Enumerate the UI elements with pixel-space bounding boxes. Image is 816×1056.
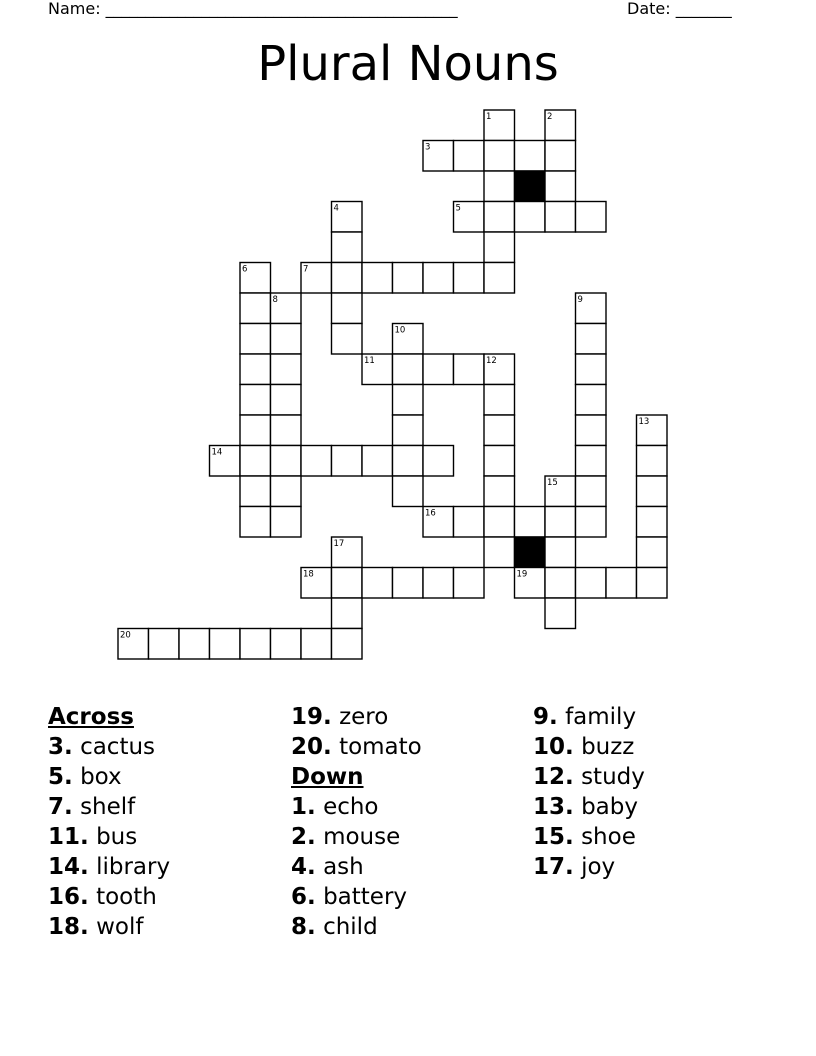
crossword-cell[interactable] [454, 202, 485, 233]
crossword-cell[interactable] [637, 507, 668, 538]
crossword-cell[interactable] [332, 263, 363, 294]
clue-text: buzz [581, 734, 635, 760]
clue-number: 11. [48, 824, 89, 850]
name-field[interactable]: Name: ____________________________________________ [48, 0, 458, 18]
down-clue [291, 882, 531, 912]
crossword-cell[interactable] [210, 446, 241, 477]
crossword-cell[interactable] [545, 598, 576, 629]
clue-text: tomato [339, 734, 422, 760]
crossword-cell[interactable] [606, 568, 637, 599]
cell-number: 16 [425, 508, 436, 519]
cell-number: 3 [425, 142, 431, 153]
crossword-cell[interactable] [240, 263, 271, 294]
cell-number: 6 [242, 264, 248, 275]
clue-number: 10. [533, 734, 574, 760]
cell-number: 18 [303, 569, 314, 580]
crossword-cell[interactable] [362, 354, 393, 385]
crossword-cell[interactable] [423, 141, 454, 172]
crossword-cell[interactable] [271, 476, 302, 507]
crossword-cell[interactable] [240, 476, 271, 507]
clue-number: 18. [48, 914, 89, 940]
clue-text: box [80, 764, 122, 790]
cell-number: 2 [547, 112, 553, 122]
crossword-cell[interactable] [301, 263, 332, 294]
clue-text: battery [323, 884, 408, 910]
crossword-cell[interactable] [484, 110, 515, 141]
clue-number: 13. [533, 794, 574, 820]
crossword-cell[interactable] [637, 537, 668, 568]
crossword-cell[interactable] [576, 476, 607, 507]
down-clue [533, 702, 773, 732]
crossword-cell[interactable] [545, 171, 576, 202]
down-clue [291, 822, 531, 852]
crossword-cell[interactable] [240, 446, 271, 477]
clue-column-2 [291, 702, 531, 942]
down-clue [291, 852, 531, 882]
crossword-cell[interactable] [210, 629, 241, 660]
crossword-cell[interactable] [454, 507, 485, 538]
crossword-cell[interactable] [515, 202, 546, 233]
crossword-cell[interactable] [484, 354, 515, 385]
crossword-cell[interactable] [271, 446, 302, 477]
crossword-cell[interactable] [545, 141, 576, 172]
crossword-cell[interactable] [423, 507, 454, 538]
crossword-cell[interactable] [393, 415, 424, 446]
crossword-cell[interactable] [240, 629, 271, 660]
crossword-cell[interactable] [484, 476, 515, 507]
crossword-cell[interactable] [423, 446, 454, 477]
crossword-cell[interactable] [484, 141, 515, 172]
crossword-cell[interactable] [484, 202, 515, 233]
crossword-cell[interactable] [576, 568, 607, 599]
crossword-cell[interactable] [545, 507, 576, 538]
crossword-cell[interactable] [393, 568, 424, 599]
clue-number: 3. [48, 734, 73, 760]
crossword-cell[interactable] [484, 171, 515, 202]
clue-text: joy [581, 854, 616, 880]
crossword-cell[interactable] [271, 324, 302, 355]
crossword-cell[interactable] [576, 446, 607, 477]
clue-number: 4. [291, 854, 316, 880]
crossword-cell[interactable] [271, 385, 302, 416]
clue-text: wolf [96, 914, 144, 940]
clue-number: 16. [48, 884, 89, 910]
page-title: Plural Nouns [257, 36, 559, 92]
down-clue [533, 792, 773, 822]
crossword-cell[interactable] [545, 568, 576, 599]
crossword-cell[interactable] [362, 263, 393, 294]
clue-text: ash [323, 854, 364, 880]
crossword-cell[interactable] [240, 293, 271, 324]
crossword-cell[interactable] [332, 232, 363, 263]
crossword-cell[interactable] [484, 232, 515, 263]
across-clue [48, 882, 288, 912]
clue-text: shoe [581, 824, 636, 850]
crossword-cell[interactable] [515, 141, 546, 172]
cell-number: 9 [577, 295, 583, 305]
crossword-cell[interactable] [454, 568, 485, 599]
crossword-cell[interactable] [332, 293, 363, 324]
crossword-cell[interactable] [332, 446, 363, 477]
crossword-cell[interactable] [637, 476, 668, 507]
crossword-cell[interactable] [484, 385, 515, 416]
clue-number: 20. [291, 734, 332, 760]
crossword-cell[interactable] [576, 507, 607, 538]
crossword-cell[interactable] [637, 568, 668, 599]
clue-text: library [96, 854, 171, 880]
crossword-cell[interactable] [484, 263, 515, 294]
crossword-cell[interactable] [301, 446, 332, 477]
crossword-cell[interactable] [515, 507, 546, 538]
clue-text: child [323, 914, 378, 940]
crossword-cell[interactable] [545, 537, 576, 568]
cell-number: 8 [272, 295, 278, 305]
across-clue [291, 732, 531, 762]
clue-number: 8. [291, 914, 316, 940]
down-clue [291, 912, 531, 942]
crossword-cell[interactable] [545, 476, 576, 507]
clue-text: family [565, 704, 637, 730]
across-clue [48, 912, 288, 942]
crossword-cell[interactable] [576, 202, 607, 233]
crossword-cell[interactable] [332, 629, 363, 660]
clue-text: zero [339, 704, 389, 730]
clue-number: 5. [48, 764, 73, 790]
across-clue [48, 792, 288, 822]
clue-text: mouse [323, 824, 401, 850]
cell-number: 14 [211, 447, 223, 458]
clue-column-1 [48, 702, 288, 942]
crossword-cell[interactable] [301, 629, 332, 660]
crossword-cell[interactable] [332, 568, 363, 599]
crossword-cell[interactable] [393, 476, 424, 507]
clue-text: echo [323, 794, 379, 820]
crossword-cell[interactable] [332, 537, 363, 568]
crossword-cell[interactable] [484, 415, 515, 446]
crossword-cell[interactable] [240, 354, 271, 385]
down-clue [533, 762, 773, 792]
cell-number: 17 [333, 539, 345, 549]
crossword-cell[interactable] [240, 385, 271, 416]
crossword-cell[interactable] [484, 537, 515, 568]
crossword-cell[interactable] [576, 324, 607, 355]
clue-number: 12. [533, 764, 574, 790]
crossword-cell[interactable] [271, 354, 302, 385]
crossword-cell[interactable] [271, 415, 302, 446]
cell-number: 7 [303, 264, 309, 275]
clue-text: study [581, 764, 645, 790]
crossword-cell[interactable] [484, 446, 515, 477]
crossword-cell[interactable] [301, 568, 332, 599]
across-clue [291, 702, 531, 732]
across-clue [48, 852, 288, 882]
clue-number: 2. [291, 824, 316, 850]
clue-text: bus [96, 824, 138, 850]
crossword-cell[interactable] [332, 598, 363, 629]
cell-number: 11 [364, 356, 375, 366]
across-heading: Across [48, 704, 134, 730]
black-cell [515, 171, 546, 202]
crossword-cell[interactable] [240, 324, 271, 355]
clue-text: tooth [96, 884, 157, 910]
cell-number: 4 [333, 203, 339, 214]
crossword-cell[interactable] [576, 354, 607, 385]
clue-number: 6. [291, 884, 316, 910]
clue-number: 15. [533, 824, 574, 850]
date-field[interactable]: Date: _______ [627, 0, 732, 18]
clue-number: 17. [533, 854, 574, 880]
crossword-cell[interactable] [240, 415, 271, 446]
crossword-cell[interactable] [576, 415, 607, 446]
clue-number: 1. [291, 794, 316, 820]
crossword-cell[interactable] [271, 293, 302, 324]
cell-number: 20 [120, 630, 131, 641]
cell-number: 12 [486, 356, 497, 366]
crossword-cell[interactable] [637, 446, 668, 477]
crossword-cell[interactable] [637, 415, 668, 446]
crossword-cell[interactable] [393, 324, 424, 355]
clue-number: 19. [291, 704, 332, 730]
down-clue [291, 792, 531, 822]
crossword-cell[interactable] [271, 629, 302, 660]
across-clue [48, 822, 288, 852]
clue-number: 9. [533, 704, 558, 730]
cell-number: 13 [638, 417, 650, 427]
crossword-cell[interactable] [271, 507, 302, 538]
clue-number: 7. [48, 794, 73, 820]
cell-number: 19 [516, 569, 528, 580]
across-clue [48, 732, 288, 762]
cell-number: 1 [486, 112, 492, 122]
crossword-cell[interactable] [149, 629, 180, 660]
crossword-cell[interactable] [454, 263, 485, 294]
crossword-cell[interactable] [454, 354, 485, 385]
crossword-cell[interactable] [332, 202, 363, 233]
crossword-cell[interactable] [240, 507, 271, 538]
cell-number: 5 [455, 203, 461, 214]
crossword-cell[interactable] [423, 263, 454, 294]
clue-text: shelf [80, 794, 136, 820]
clue-column-3 [533, 702, 773, 882]
clue-number: 14. [48, 854, 89, 880]
crossword-cell[interactable] [393, 446, 424, 477]
down-clue [533, 822, 773, 852]
crossword-cell[interactable] [515, 568, 546, 599]
crossword-cell[interactable] [576, 385, 607, 416]
crossword-cell[interactable] [393, 263, 424, 294]
across-clue [48, 762, 288, 792]
cell-number: 15 [547, 478, 558, 488]
down-heading: Down [291, 764, 364, 790]
crossword-cell[interactable] [118, 629, 149, 660]
crossword-cell[interactable] [332, 324, 363, 355]
black-cell [515, 537, 546, 568]
crossword-cell[interactable] [179, 629, 210, 660]
down-clue [533, 732, 773, 762]
crossword-cell[interactable] [362, 568, 393, 599]
crossword-cell[interactable] [454, 141, 485, 172]
crossword-cell[interactable] [393, 385, 424, 416]
crossword-cell[interactable] [545, 110, 576, 141]
crossword-cell[interactable] [576, 293, 607, 324]
crossword-cell[interactable] [393, 354, 424, 385]
clue-text: baby [581, 794, 638, 820]
clue-text: cactus [80, 734, 156, 760]
crossword-cell[interactable] [545, 202, 576, 233]
down-clue [533, 852, 773, 882]
crossword-cell[interactable] [484, 507, 515, 538]
cell-number: 10 [394, 325, 406, 336]
crossword-cell[interactable] [423, 354, 454, 385]
crossword-cell[interactable] [423, 568, 454, 599]
crossword-cell[interactable] [362, 446, 393, 477]
